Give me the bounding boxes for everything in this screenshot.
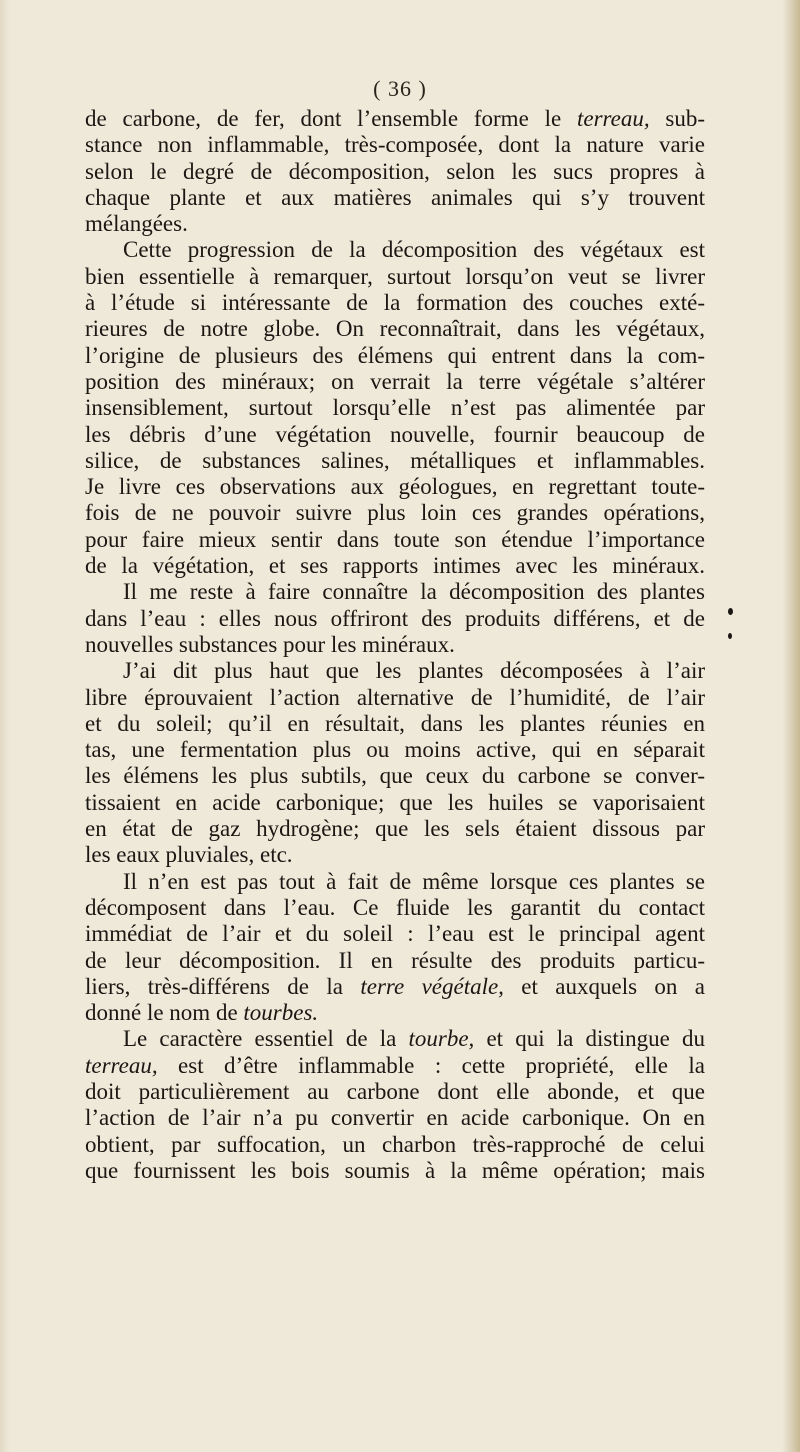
text-line bbox=[85, 106, 705, 132]
line-text: immédiat de l’air et du soleil : l’eau est le principal agent bbox=[85, 921, 705, 947]
line-text: tas, une fermentation plus ou moins active, qui en séparait bbox=[85, 737, 705, 763]
text-line bbox=[85, 711, 705, 737]
ink-spot bbox=[728, 608, 733, 615]
text-line bbox=[85, 474, 705, 500]
text-line bbox=[85, 974, 705, 1000]
text-line bbox=[85, 921, 705, 947]
text-line bbox=[85, 1105, 705, 1131]
line-text: pour faire mieux sentir dans toute son étendue l’importance bbox=[85, 526, 705, 552]
line-text: Je livre ces observations aux géologues, en regrettant toute- bbox=[85, 474, 705, 500]
line-text: chaque plante et aux matières animales qui s’y trouvent bbox=[85, 184, 705, 210]
text-line bbox=[85, 290, 705, 316]
line-text: en état de gaz hydrogène; que les sels étaient dissous par bbox=[85, 816, 705, 842]
text-line bbox=[85, 237, 705, 263]
line-text: dans l’eau : elles nous offriront des produits différens, et de bbox=[85, 605, 705, 631]
text-line bbox=[85, 737, 705, 763]
line-text: les élémens les plus subtils, que ceux du carbone se conver- bbox=[85, 763, 705, 789]
italic-term: terreau, bbox=[576, 106, 650, 131]
line-text: de leur décomposition. Il en résulte des produits particu- bbox=[85, 947, 705, 973]
line-text: de carbone, de fer, dont l’ensemble forme le bbox=[85, 106, 577, 131]
text-line bbox=[85, 159, 705, 185]
line-text: stance non inflammable, très-composée, dont la nature varie bbox=[85, 132, 705, 158]
text-line bbox=[85, 211, 705, 237]
line-text: mélangées. bbox=[85, 211, 188, 237]
line-text: selon le degré de décomposition, selon les sucs propres à bbox=[85, 158, 705, 184]
text-line bbox=[85, 264, 705, 290]
line-text: nouvelles substances pour les minéraux. bbox=[85, 631, 455, 657]
line-text: de la végétation, et ses rapports intimes avec les minéraux. bbox=[85, 553, 705, 579]
text-line bbox=[85, 790, 705, 816]
text-line bbox=[85, 527, 705, 553]
text-line bbox=[85, 895, 705, 921]
text-line bbox=[85, 606, 705, 632]
body-text bbox=[85, 106, 705, 1184]
line-text: Le caractère essentiel de la bbox=[123, 1026, 409, 1052]
line-text: silice, de substances salines, métalliques et inflammables. bbox=[85, 447, 705, 473]
line-text: tissaient en acide carbonique; que les huiles se vaporisaient bbox=[85, 789, 705, 815]
italic-term: tourbes. bbox=[243, 1000, 319, 1026]
line-text: à l’étude si intéressante de la formation des couches exté- bbox=[85, 290, 705, 316]
text-line bbox=[85, 1079, 705, 1105]
line-text: les eaux pluviales, etc. bbox=[85, 842, 293, 868]
page-number: ( 36 ) bbox=[373, 76, 427, 101]
line-text-after: et qui la distingue du bbox=[474, 1026, 705, 1052]
line-text: insensiblement, surtout lorsqu’elle n’est pas alimentée par bbox=[85, 395, 705, 421]
line-text: position des minéraux; on verrait la terre végétale s’altérer bbox=[85, 368, 705, 394]
text-line bbox=[85, 500, 705, 526]
text-line bbox=[85, 948, 705, 974]
text-line bbox=[85, 395, 705, 421]
text-line bbox=[85, 448, 705, 474]
text-line bbox=[85, 553, 705, 579]
line-text: décomposent dans l’eau. Ce fluide les garantit du contact bbox=[85, 894, 705, 920]
line-text: l’origine de plusieurs des élémens qui entrent dans la com- bbox=[85, 342, 705, 368]
line-text-after: sub- bbox=[649, 106, 705, 131]
page-right-edge bbox=[782, 0, 800, 1452]
line-text: libre éprouvaient l’action alternative de l’humidité, de l’air bbox=[85, 684, 705, 710]
text-line bbox=[85, 632, 705, 658]
line-text: Il me reste à faire connaître la décomposition des plantes bbox=[123, 579, 705, 605]
line-text: que fournissent les bois soumis à la même opération; mais bbox=[85, 1157, 705, 1183]
text-line bbox=[85, 1053, 705, 1079]
text-line bbox=[85, 869, 705, 895]
line-text: l’action de l’air n’a pu convertir en acide carbonique. On en bbox=[85, 1105, 705, 1131]
text-line bbox=[85, 369, 705, 395]
text-line bbox=[85, 579, 705, 605]
italic-term: tourbe, bbox=[408, 1026, 475, 1052]
line-text: et du soleil; qu’il en résultait, dans les plantes réunies en bbox=[85, 710, 705, 736]
line-text-after: est d’être inflammable : cette propriété, elle la bbox=[157, 1052, 705, 1078]
text-line bbox=[85, 343, 705, 369]
text-line bbox=[85, 816, 705, 842]
text-line bbox=[85, 1026, 705, 1052]
text-line bbox=[85, 316, 705, 342]
line-text-after: et auxquels on a bbox=[503, 973, 705, 999]
line-text: les débris d’une végétation nouvelle, fournir beaucoup de bbox=[85, 421, 705, 447]
text-line bbox=[85, 1158, 705, 1184]
text-line bbox=[85, 658, 705, 684]
text-line bbox=[85, 685, 705, 711]
text-line bbox=[85, 185, 705, 211]
line-text: Cette progression de la décomposition des végétaux est bbox=[123, 237, 705, 263]
text-line bbox=[85, 132, 705, 158]
italic-term: terreau, bbox=[85, 1052, 158, 1078]
text-line bbox=[85, 763, 705, 789]
line-text: donné le nom de bbox=[85, 1000, 244, 1026]
line-text: fois de ne pouvoir suivre plus loin ces grandes opérations, bbox=[85, 500, 705, 526]
text-line bbox=[85, 1000, 705, 1026]
text-line bbox=[85, 842, 705, 868]
italic-term: terre végétale, bbox=[360, 973, 504, 999]
line-text: J’ai dit plus haut que les plantes décomposées à l’air bbox=[123, 658, 705, 684]
ink-spot bbox=[728, 633, 732, 639]
line-text: Il n’en est pas tout à fait de même lorsque ces plantes se bbox=[123, 868, 705, 894]
line-text: rieures de notre globe. On reconnaîtrait, dans les végétaux, bbox=[85, 316, 705, 342]
line-text: doit particulièrement au carbone dont elle abonde, et que bbox=[85, 1078, 705, 1104]
text-line bbox=[85, 1132, 705, 1158]
line-text: bien essentielle à remarquer, surtout lorsqu’on veut se livrer bbox=[85, 263, 705, 289]
line-text: obtient, par suffocation, un charbon très-rapproché de celui bbox=[85, 1131, 705, 1157]
page-left-edge bbox=[0, 0, 10, 1452]
line-text: liers, très-différens de la bbox=[85, 973, 361, 999]
text-line bbox=[85, 422, 705, 448]
